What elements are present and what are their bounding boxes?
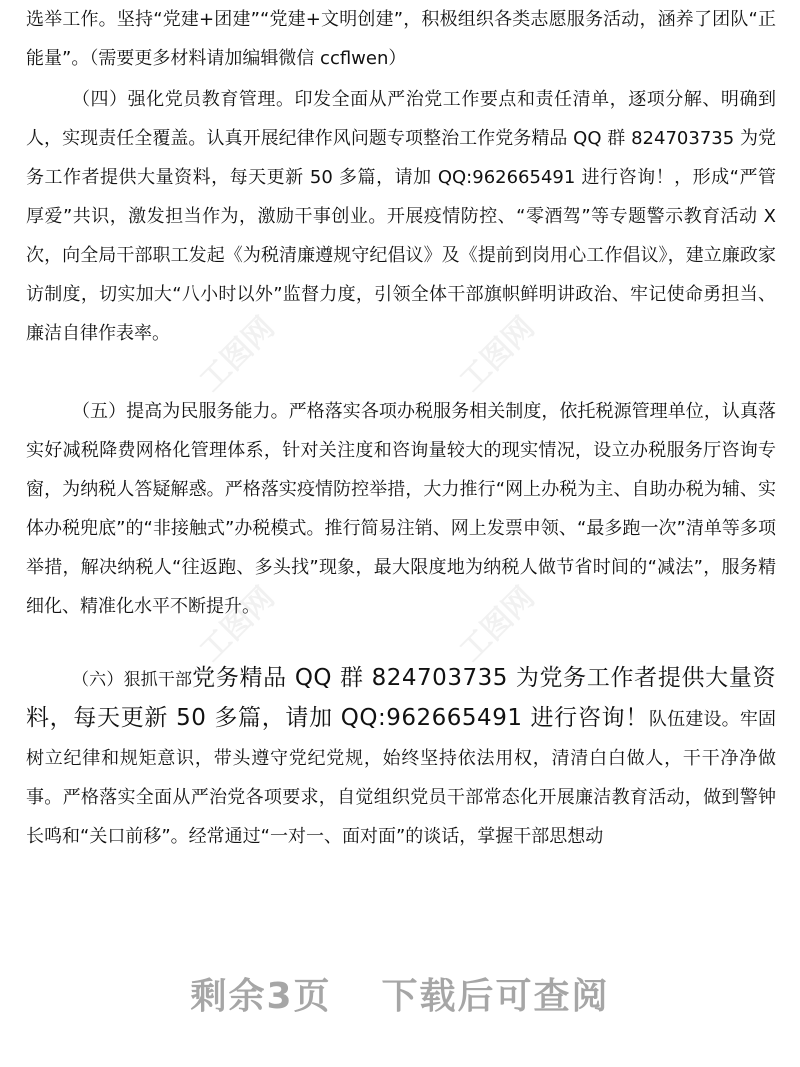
inserted-ad-text: 党务精品 QQ 群 824703735 为党务工作者提供大量资料，每天更新 50 多篇，请加 QQ:962665491 进行咨询！	[26, 665, 776, 731]
paragraph-continuation: 选举工作。坚持“党建+团建”“党建+文明创建”，积极组织各类志愿服务活动，涵养了团队“正能量”。（需要更多材料请加编辑微信 ccflwen）	[26, 9, 776, 69]
remaining-pages-label: 剩余3页	[190, 976, 332, 1017]
watermark-logo: 工图网	[453, 580, 542, 669]
download-banner[interactable]	[0, 968, 800, 1019]
watermark-logo: 工图网	[193, 310, 282, 399]
paragraph-section-6	[26, 660, 776, 856]
watermark-logo: 工图网	[453, 310, 542, 399]
watermark-logo: 工图网	[193, 580, 282, 669]
paragraph-section-4: （四）强化党员教育管理。印发全面从严治党工作要点和责任清单，逐项分解、明确到人，实现责任全覆盖。认真开展纪律作风问题专项整治工作党务精品 QQ 群 824703735 为党务工作者提供大量资料，每天更新 50 多篇，请加 QQ:962665491 进行咨询！，形成“严管厚爱”共识，激发担当作为，激励干事创业。开展疫情防控、“零酒驾”等专题警示教育活动 X 次，向全局干部职工发起《为税清廉遵规守纪倡议》及《提前到岗用心工作倡议》，建立廉政家访制度，切实加大“八小时以外”监督力度，引领全体干部旗帜鲜明讲政治、牢记使命勇担当、廉洁自律作表率。	[26, 89, 776, 344]
section-6-body: 队伍建设。牢固树立纪律和规矩意识，带头遵守党纪党规，始终坚持依法用权，清清白白做人，干干净净做事。严格落实全面从严治党各项要求，自觉组织党员干部常态化开展廉洁教育活动，做到警钟长鸣和“关口前移”。经常通过“一对一、面对面”的谈话，掌握干部思想动	[26, 709, 777, 847]
download-hint-label: 下载后可查阅	[381, 976, 610, 1017]
paragraph-section-5: （五）提高为民服务能力。严格落实各项办税服务相关制度，依托税源管理单位，认真落实好减税降费网格化管理体系，针对关注度和咨询量较大的现实情况，设立办税服务厅咨询专窗，为纳税人答疑解惑。严格落实疫情防控举措，大力推行“网上办税为主、自助办税为辅、实体办税兜底”的“非接触式”办税模式。推行简易注销、网上发票申领、“最多跑一次”清单等多项举措，解决纳税人“往返跑、多头找”现象，最大限度地为纳税人做节省时间的“减法”，服务精细化、精准化水平不断提升。	[26, 401, 776, 617]
section-6-lead: （六）狠抓干部	[72, 670, 193, 690]
